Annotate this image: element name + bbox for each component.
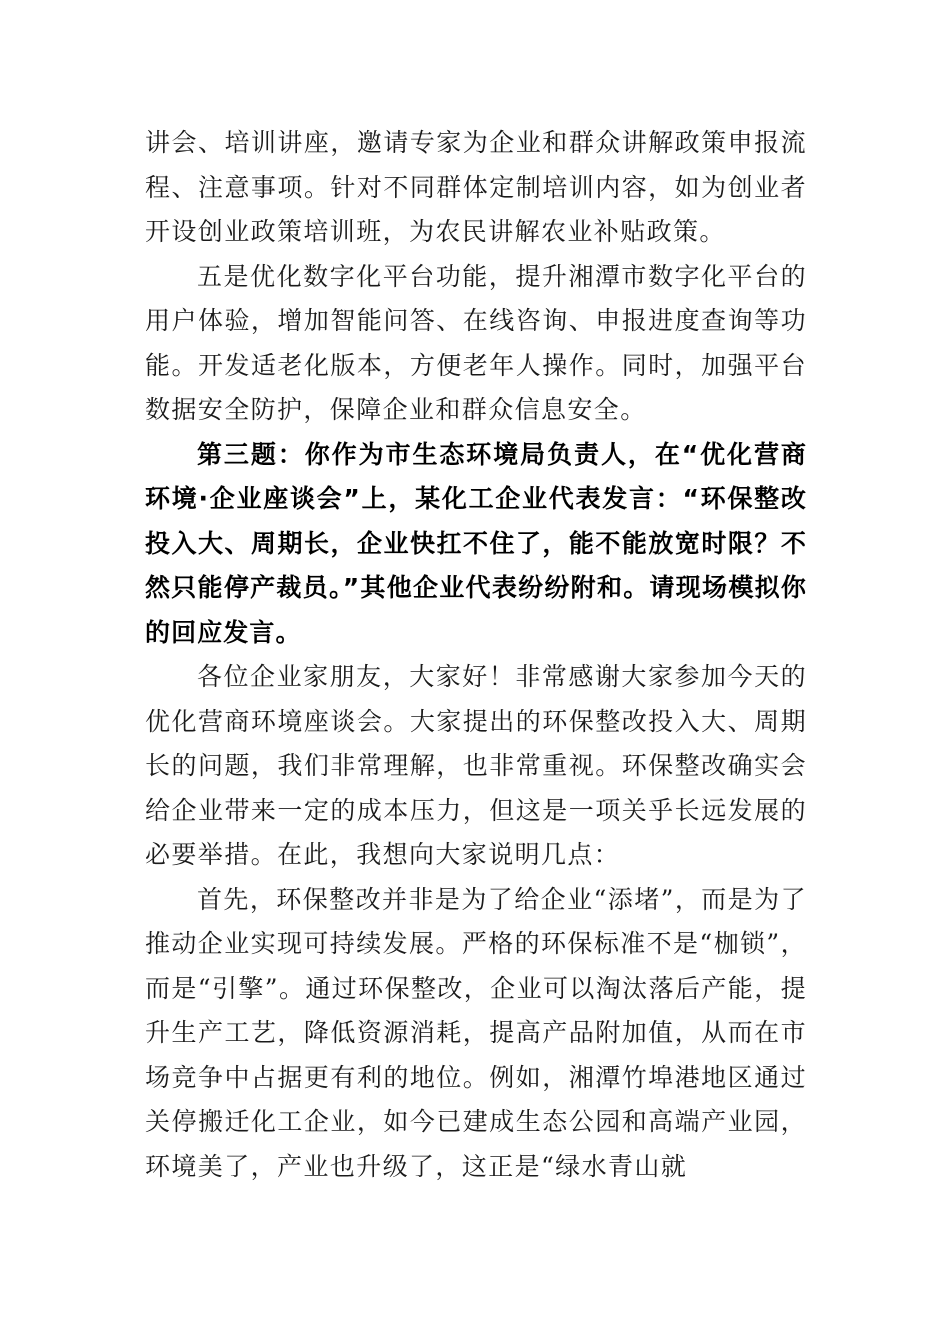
paragraph-response-opening: 各位企业家朋友，大家好！非常感谢大家参加今天的优化营商环境座谈会。大家提出的环保整改投入大、周期长的问题，我们非常理解，也非常重视。环保整改确实会给企业带来一定的成本压力，但这是一项关乎长远发展的必要举措。在此，我想向大家说明几点： [145, 662, 807, 869]
question-three-heading: 第三题：你作为市生态环境局负责人，在“优化营商环境·企业座谈会”上，某化工企业代表发言：“环保整改投入大、周期长，企业快扛不住了，能不能放宽时限？不然只能停产裁员。”其他企业代表纷纷附和。请现场模拟你的回应发言。 [145, 439, 807, 647]
paragraph-digital-platform: 五是优化数字化平台功能，提升湘潭市数字化平台的用户体验，增加智能问答、在线咨询、申报进度查询等功能。开发适老化版本，方便老年人操作。同时，加强平台数据安全防护，保障企业和群众信息安全。 [145, 261, 807, 424]
document-body [145, 121, 807, 1189]
paragraph-training-lectures: 讲会、培训讲座，邀请专家为企业和群众讲解政策申报流程、注意事项。针对不同群体定制培训内容，如为创业者开设创业政策培训班，为农民讲解农业补贴政策。 [145, 128, 807, 246]
paragraph-response-first-point: 首先，环保整改并非是为了给企业“添堵”，而是为了推动企业实现可持续发展。严格的环保标准不是“枷锁”，而是“引擎”。通过环保整改，企业可以淘汰落后产能，提升生产工艺，降低资源消耗，提高产品附加值，从而在市场竞争中占据更有利的地位。例如，湘潭竹埠港地区通过关停搬迁化工企业，如今已建成生态公园和高端产业园，环境美了，产业也升级了，这正是“绿水青山就 [145, 884, 807, 1181]
